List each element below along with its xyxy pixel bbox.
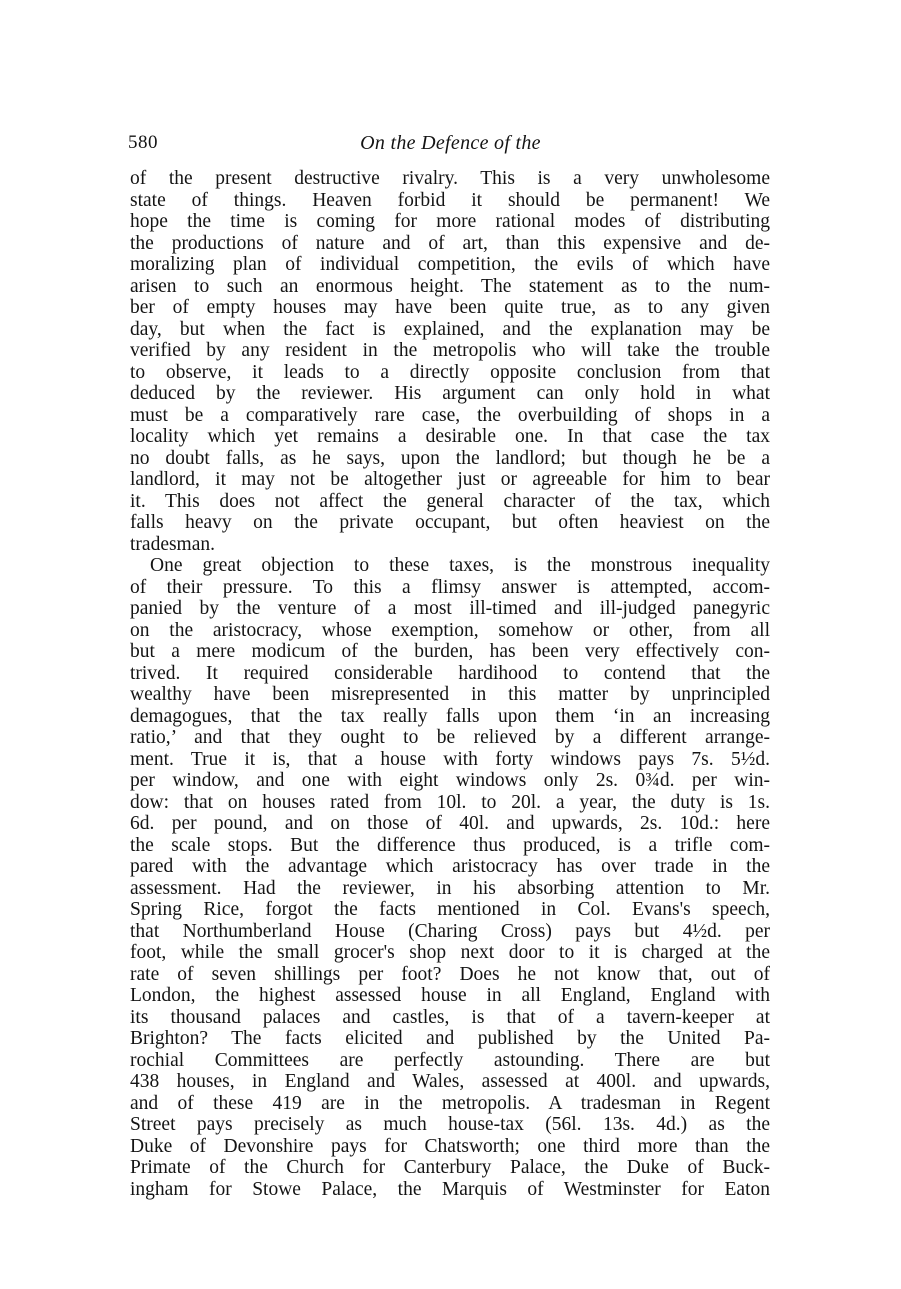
text-line: locality which yet remains a desirable one. In that case the tax (130, 426, 770, 447)
text-line: day, but when the fact is explained, and the explanation may be (130, 318, 770, 340)
text-line: Brighton? The facts elicited and published by the United Pa- (130, 1028, 770, 1049)
running-head: On the Defence of the (360, 132, 541, 154)
text-line: that Northumberland House (Charing Cross) pays but 4½d. per (130, 920, 770, 942)
text-line: demagogues, that the tax really falls upon them ‘in an increasing (130, 705, 770, 727)
text-line: tradesman. (130, 533, 216, 555)
text-line: One great objection to these taxes, is the monstrous inequality (150, 555, 770, 576)
text-line: assessment. Had the reviewer, in his absorbing attention to Mr. (130, 877, 770, 899)
text-line: moralizing plan of individual competition, the evils of which have (130, 254, 770, 275)
text-line: must be a comparatively rare case, the overbuilding of shops in a (130, 404, 770, 426)
text-line: trived. It required considerable hardihood to contend that the (130, 662, 770, 684)
text-line: deduced by the reviewer. His argument can only hold in what (130, 383, 770, 404)
text-line: but a mere modicum of the burden, has been very effectively con- (130, 641, 770, 662)
text-line: to observe, it leads to a directly opposite conclusion from that (130, 361, 770, 383)
text-line: Street pays precisely as much house-tax (56l. 13s. 4d.) as the (130, 1114, 770, 1135)
text-line: hope the time is coming for more rational modes of distributing (130, 211, 770, 232)
text-line: panied by the venture of a most ill-timed and ill-judged panegyric (130, 598, 770, 619)
text-line: per window, and one with eight windows only 2s. 0¾d. per win- (130, 770, 770, 791)
text-line: falls heavy on the private occupant, but often heaviest on the (130, 512, 770, 533)
paragraph (130, 555, 770, 1200)
text-line: ment. True it is, that a house with forty windows pays 7s. 5½d. (130, 748, 770, 770)
paragraph (130, 168, 770, 555)
page-number: 580 (128, 132, 158, 153)
text-line: no doubt falls, as he says, upon the landlord; but though he be a (130, 447, 770, 469)
text-line: the scale stops. But the difference thus produced, is a trifle com- (130, 834, 770, 856)
text-line: pared with the advantage which aristocracy has over trade in the (130, 856, 770, 877)
text-line: it. This does not affect the general character of the tax, which (130, 490, 770, 512)
text-line: landlord, it may not be altogether just or agreeable for him to bear (130, 469, 770, 490)
text-line: Duke of Devonshire pays for Chatsworth; one third more than the (130, 1135, 770, 1157)
text-line: London, the highest assessed house in all England, England with (130, 985, 770, 1006)
text-line: 438 houses, in England and Wales, assessed at 400l. and upwards, (130, 1071, 770, 1092)
text-line: 6d. per pound, and on those of 40l. and upwards, 2s. 10d.: here (130, 813, 770, 834)
text-line: rate of seven shillings per foot? Does he not know that, out of (130, 963, 770, 985)
text-line: dow: that on houses rated from 10l. to 20l. a year, the duty is 1s. (130, 791, 770, 813)
text-line: Spring Rice, forgot the facts mentioned in Col. Evans's speech, (130, 899, 770, 920)
text-line: of the present destructive rivalry. This is a very unwholesome (130, 168, 770, 189)
text-line: ingham for Stowe Palace, the Marquis of Westminster for Eaton (130, 1178, 770, 1200)
text-line: state of things. Heaven forbid it should be permanent! We (130, 189, 770, 211)
text-line: ratio,’ and that they ought to be relieved by a different arrange- (130, 727, 770, 748)
text-line: its thousand palaces and castles, is that of a tavern-keeper at (130, 1006, 770, 1028)
text-line: rochial Committees are perfectly astounding. There are but (130, 1049, 770, 1071)
text-line: and of these 419 are in the metropolis. A tradesman in Regent (130, 1092, 770, 1114)
text-line: ber of empty houses may have been quite true, as to any given (130, 297, 770, 318)
text-line: foot, while the small grocer's shop next door to it is charged at the (130, 942, 770, 963)
text-line: of their pressure. To this a flimsy answer is attempted, accom- (130, 576, 770, 598)
text-line: on the aristocracy, whose exemption, somehow or other, from all (130, 619, 770, 641)
text-line: the productions of nature and of art, than this expensive and de- (130, 232, 770, 254)
text-line: Primate of the Church for Canterbury Palace, the Duke of Buck- (130, 1157, 770, 1178)
text-line: arisen to such an enormous height. The statement as to the num- (130, 275, 770, 297)
text-line: wealthy have been misrepresented in this matter by unprincipled (130, 684, 770, 705)
text-line: verified by any resident in the metropolis who will take the trouble (130, 340, 770, 361)
body-text (130, 168, 770, 1200)
